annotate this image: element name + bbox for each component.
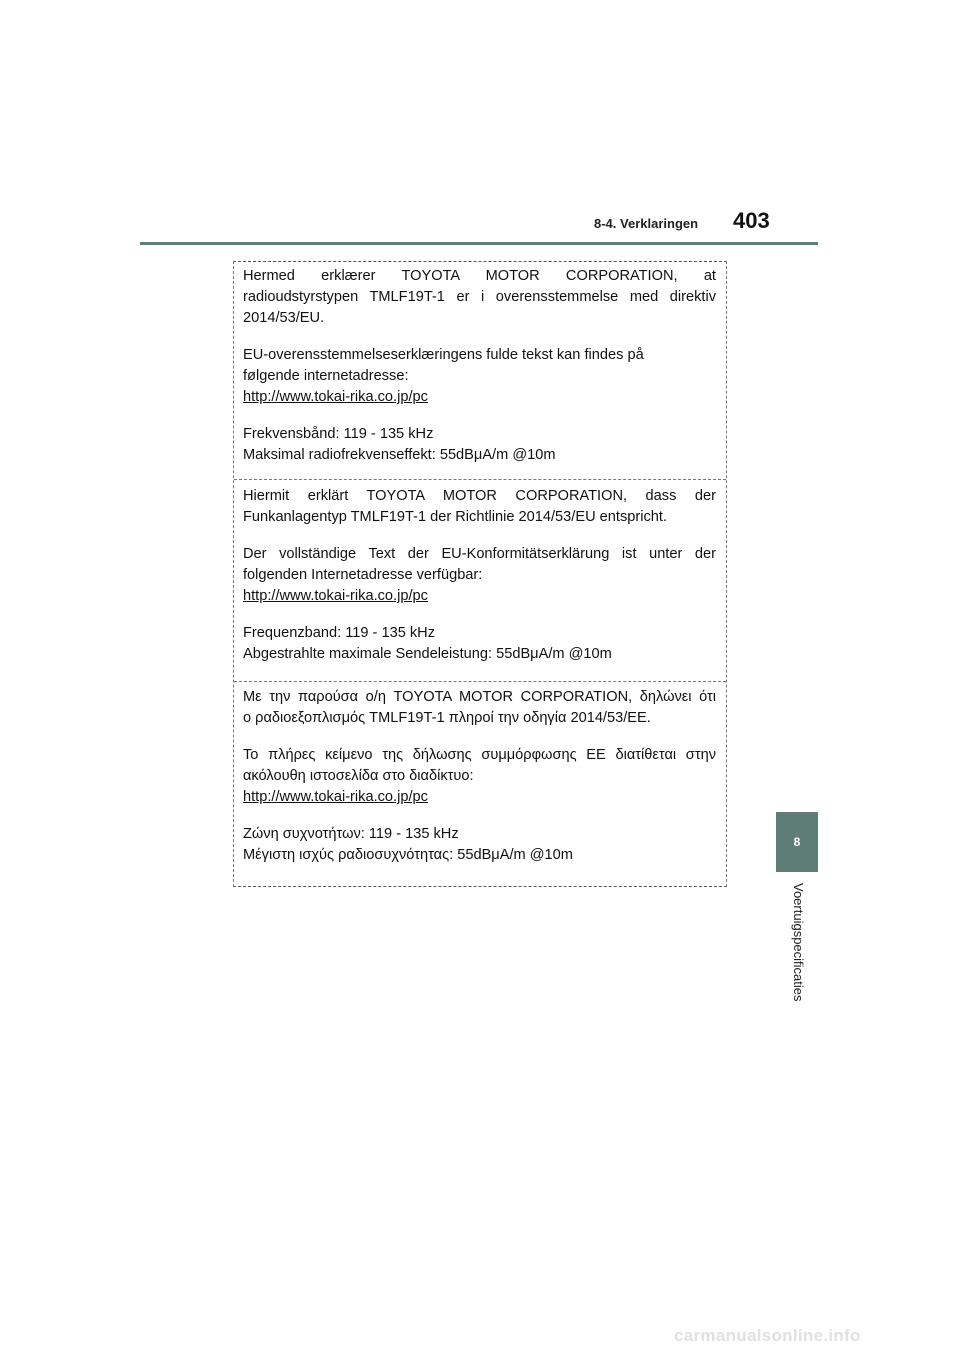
chapter-label: Voertuigspecificaties: [791, 883, 806, 1002]
header-divider: [140, 242, 818, 245]
intro-line: Hiermit erklärt TOYOTA MOTOR CORPORATION, dass der: [243, 488, 716, 504]
intro-line: ο ραδιοεξοπλισμός TMLF19T-1 πληροί την οδηγία 2014/53/ΕΕ.: [243, 710, 651, 726]
intro-paragraph: [243, 687, 716, 729]
text-paragraph: [243, 345, 716, 408]
specs-paragraph: [243, 824, 716, 866]
intro-paragraph: [243, 266, 716, 329]
specs-paragraph: [243, 623, 716, 665]
declaration-greek: [234, 687, 726, 866]
declaration-url-link[interactable]: http://www.tokai-rika.co.jp/pc: [243, 588, 428, 604]
intro-line: Funkanlagentyp TMLF19T-1 der Richtlinie 2014/53/EU entspricht.: [243, 509, 667, 525]
text-paragraph: [243, 544, 716, 607]
text-line: følgende internetadresse:: [243, 368, 409, 384]
text-line: Der vollständige Text der EU-Konformitätserklärung ist unter der: [243, 546, 716, 562]
section-divider: [234, 479, 726, 480]
declaration-url-link[interactable]: http://www.tokai-rika.co.jp/pc: [243, 389, 428, 405]
max-power: Maksimal radiofrekvenseffekt: 55dBμA/m @10m: [243, 447, 556, 463]
chapter-tab: [776, 812, 818, 872]
declaration-german: [234, 486, 726, 665]
intro-line: radioudstyrstypen TMLF19T-1 er i overensstemmelse med direktiv: [243, 289, 716, 305]
text-line: ακόλουθη ιστοσελίδα στο διαδίκτυο:: [243, 768, 474, 784]
intro-line: Hermed erklærer TOYOTA MOTOR CORPORATION, at: [243, 268, 716, 284]
text-line: folgenden Internetadresse verfügbar:: [243, 567, 483, 583]
page-number: 403: [733, 208, 770, 233]
declaration-danish: [234, 266, 726, 466]
watermark: carmanualsonline.info: [674, 1326, 861, 1345]
text-line: Το πλήρες κείμενο της δήλωσης συμμόρφωσης ΕΕ διατίθεται στην: [243, 747, 716, 763]
declarations-box: [233, 261, 727, 887]
frequency-band: Ζώνη συχνοτήτων: 119 - 135 kHz: [243, 826, 459, 842]
specs-paragraph: [243, 424, 716, 466]
text-line: EU-overensstemmelseserklæringens fulde tekst kan findes på: [243, 347, 644, 363]
intro-line: Με την παρούσα ο/η TOYOTA MOTOR CORPORATION, δηλώνει ότι: [243, 689, 716, 705]
max-power: Μέγιστη ισχύς ραδιοσυχνότητας: 55dBμA/m @10m: [243, 847, 573, 863]
text-paragraph: [243, 745, 716, 808]
max-power: Abgestrahlte maximale Sendeleistung: 55dBμA/m @10m: [243, 646, 612, 662]
chapter-number: 8: [793, 835, 801, 849]
intro-paragraph: [243, 486, 716, 528]
frequency-band: Frekvensbånd: 119 - 135 kHz: [243, 426, 434, 442]
section-title: 8-4. Verklaringen: [594, 216, 699, 231]
section-divider: [234, 681, 726, 682]
declaration-url-link[interactable]: http://www.tokai-rika.co.jp/pc: [243, 789, 428, 805]
intro-line: 2014/53/EU.: [243, 310, 325, 326]
frequency-band: Frequenzband: 119 - 135 kHz: [243, 625, 435, 641]
